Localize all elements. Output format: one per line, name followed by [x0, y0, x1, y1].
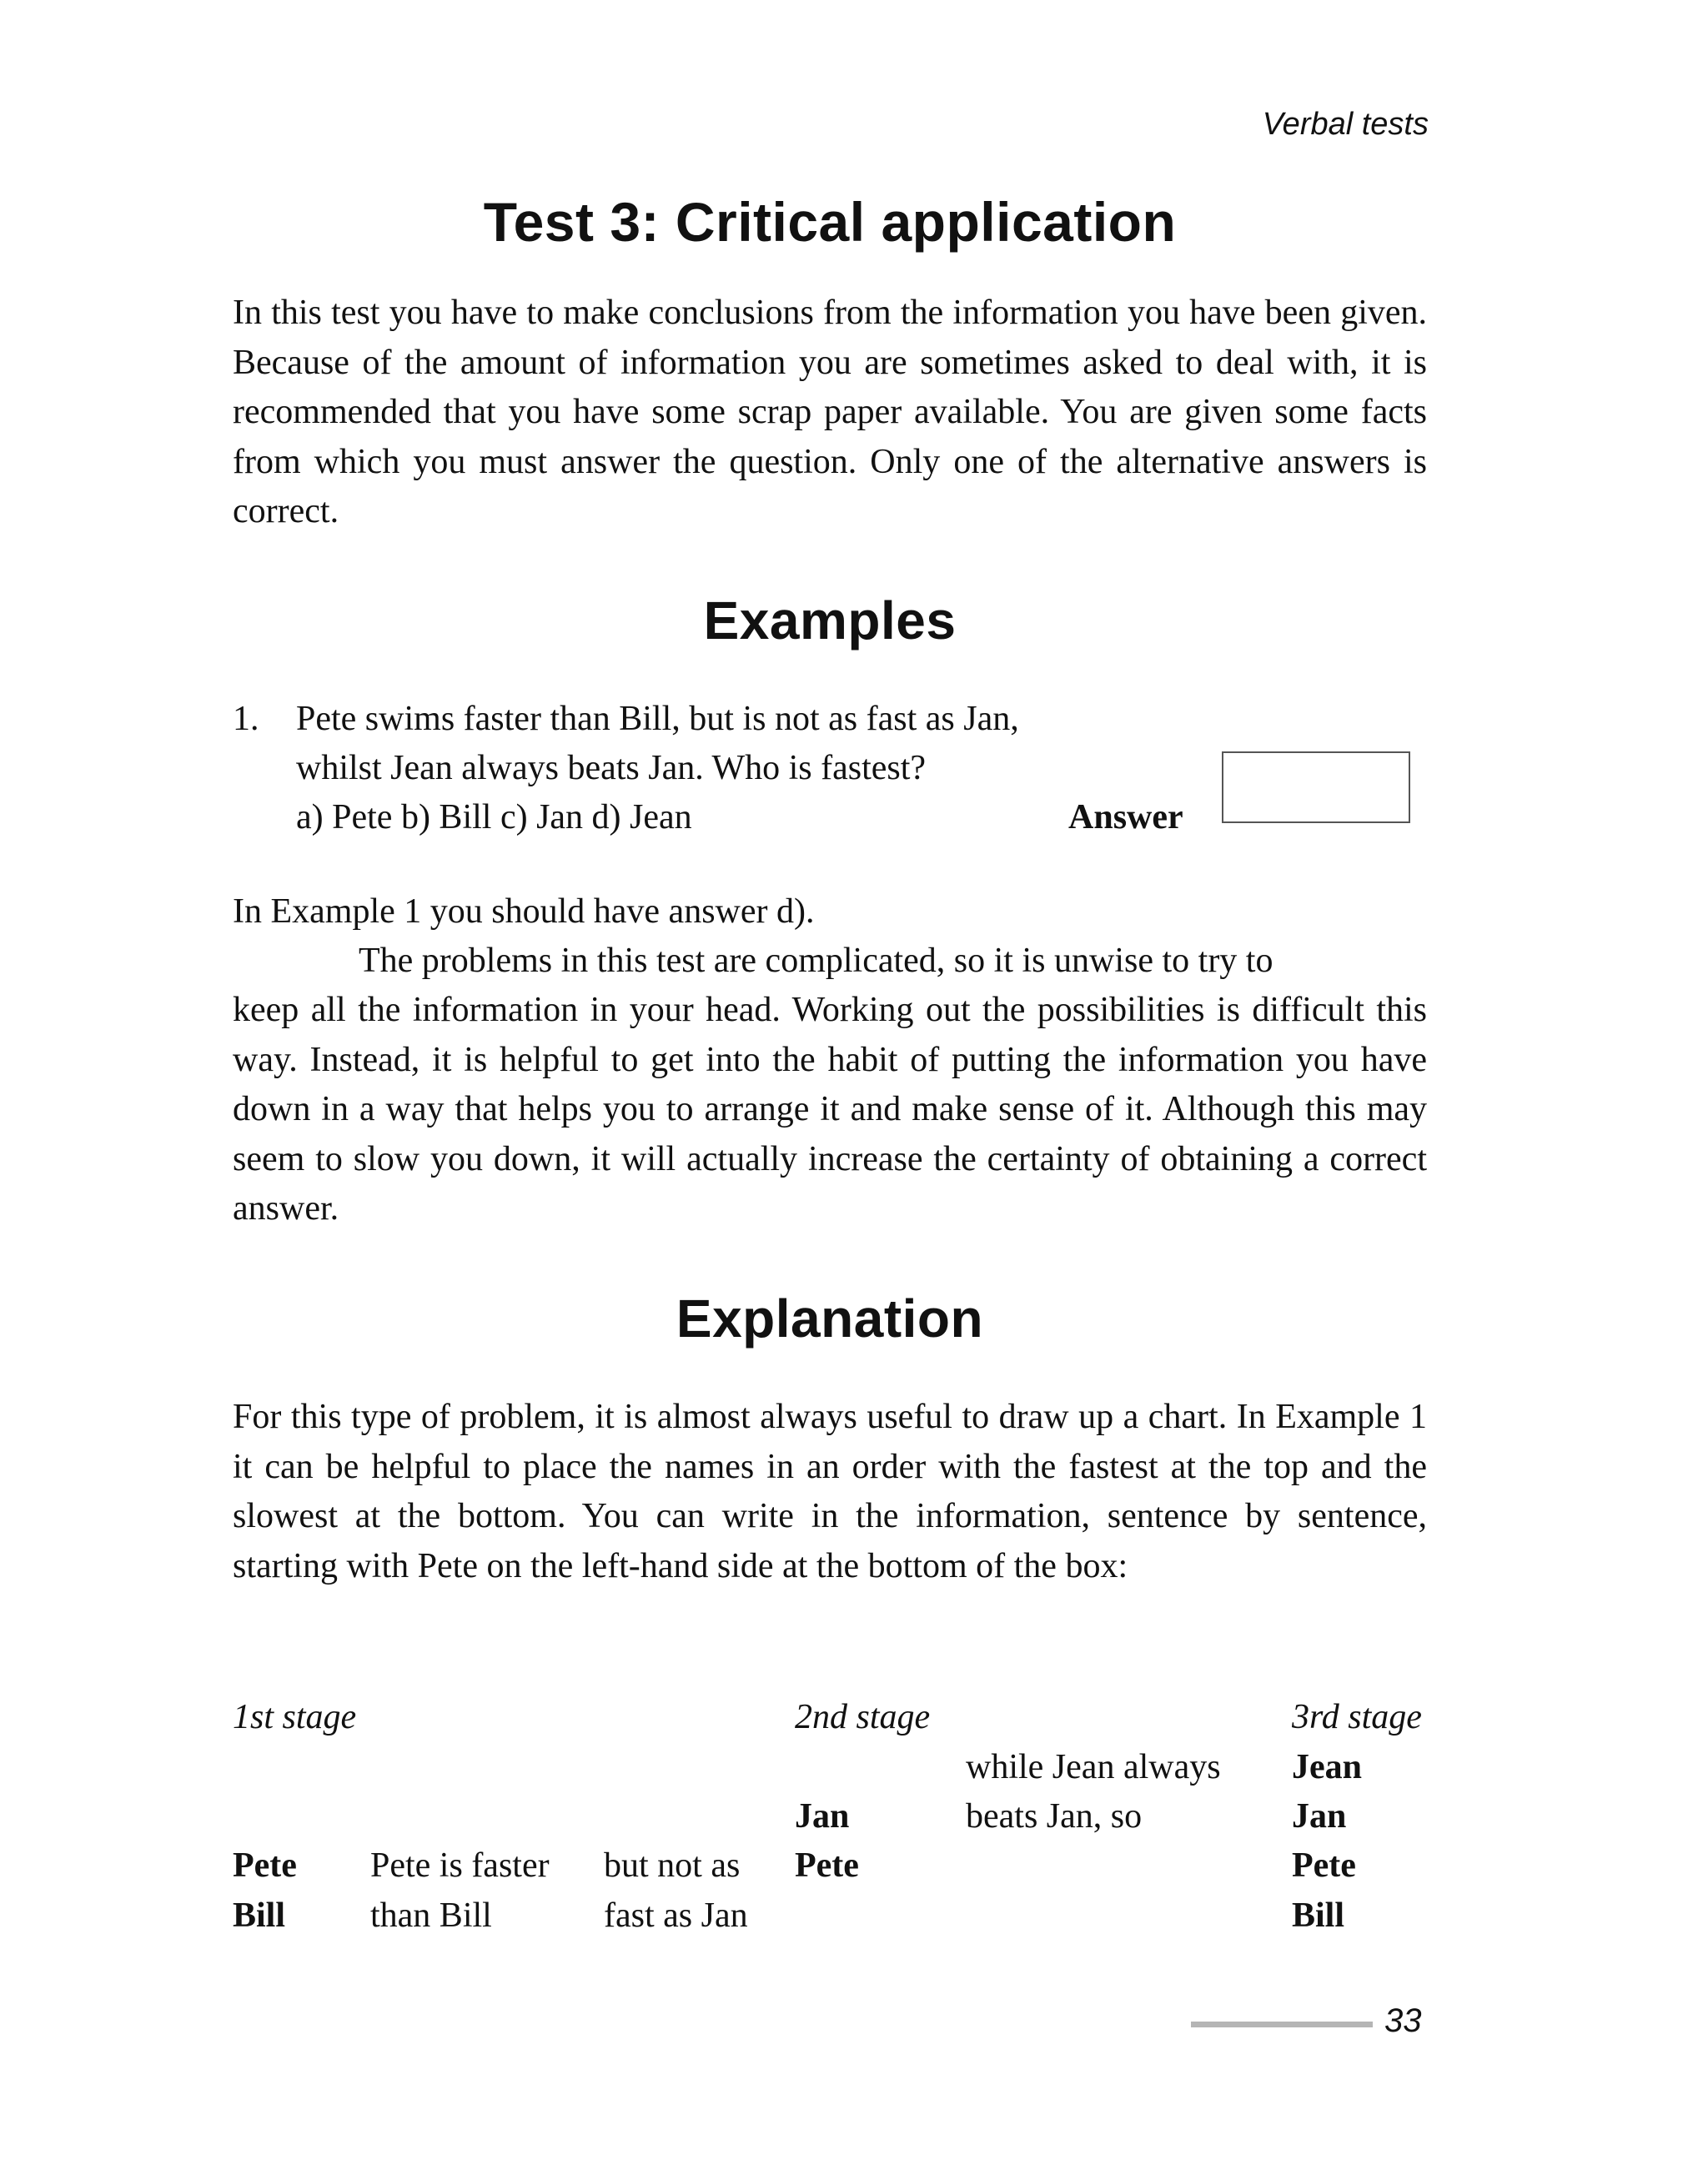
stage1-name: Pete — [233, 1846, 297, 1885]
stage3-name: Pete — [1292, 1846, 1356, 1885]
explanation-paragraph: For this type of problem, it is almost always useful to draw up a chart. In Example 1 it can be helpful to place the names in an order with the fastest at the top and the slowest at the bottom. You can write in the information, sentence by sentence, starting with Pete on the left-hand side at the bottom of the box: — [233, 1398, 1427, 1585]
stage3-name: Bill — [1292, 1896, 1345, 1935]
question-number: 1. — [233, 700, 259, 738]
stage2-note: while Jean always — [966, 1748, 1221, 1786]
examples-heading: Examples — [703, 590, 957, 650]
stage1-note: Pete is faster — [370, 1846, 550, 1885]
question-text — [296, 695, 1019, 842]
stage1-note: fast as Jan — [604, 1896, 748, 1935]
stage2-note: beats Jan, so — [966, 1797, 1143, 1836]
advice-paragraph: keep all the information in your head. Working out the possibilities is difficult this way. Instead, it is helpful to get into the habit of putting the information you have down in a way that helps you to arrange it and make sense of it. Although this may seem to slow you down, it will actually increase the certainty of obtaining a correct answer. — [233, 991, 1427, 1228]
answer-label: Answer — [1068, 798, 1183, 836]
stage2-name: Pete — [795, 1846, 859, 1885]
question-options: a) Pete b) Bill c) Jan d) Jean — [296, 798, 692, 836]
stage1-name: Bill — [233, 1896, 286, 1935]
stage1-label: 1st stage — [233, 1698, 357, 1736]
stage2-label: 2nd stage — [795, 1698, 931, 1736]
example-note: In Example 1 you should have answer d). — [233, 892, 815, 931]
stage1-note: but not as — [604, 1846, 741, 1885]
footer-rule — [1191, 2022, 1373, 2027]
stage2-name: Jan — [795, 1797, 850, 1836]
stage3-name: Jean — [1292, 1748, 1362, 1786]
explanation-heading: Explanation — [676, 1288, 984, 1349]
answer-box[interactable] — [1222, 751, 1410, 823]
question-line: whilst Jean always beats Jan. Who is fastest? — [296, 749, 927, 787]
stage3-name: Jan — [1292, 1797, 1347, 1836]
stage1-note: than Bill — [370, 1896, 492, 1935]
advice-first-line: The problems in this test are complicated, so it is unwise to try to — [359, 942, 1273, 980]
page-number: 33 — [1384, 2002, 1422, 2039]
page-title: Test 3: Critical application — [483, 191, 1177, 253]
running-head: Verbal tests — [1262, 107, 1429, 142]
question-line: Pete swims faster than Bill, but is not as fast as Jan, — [296, 700, 1019, 738]
intro-paragraph: In this test you have to make conclusions from the information you have been given. Because of the amount of information you are sometimes asked to deal with, it is recommended that you have some scrap paper available. You are given some facts from which you must answer the question. Only one of the alternative answers is correct. — [233, 294, 1427, 530]
stage3-label: 3rd stage — [1292, 1698, 1422, 1736]
